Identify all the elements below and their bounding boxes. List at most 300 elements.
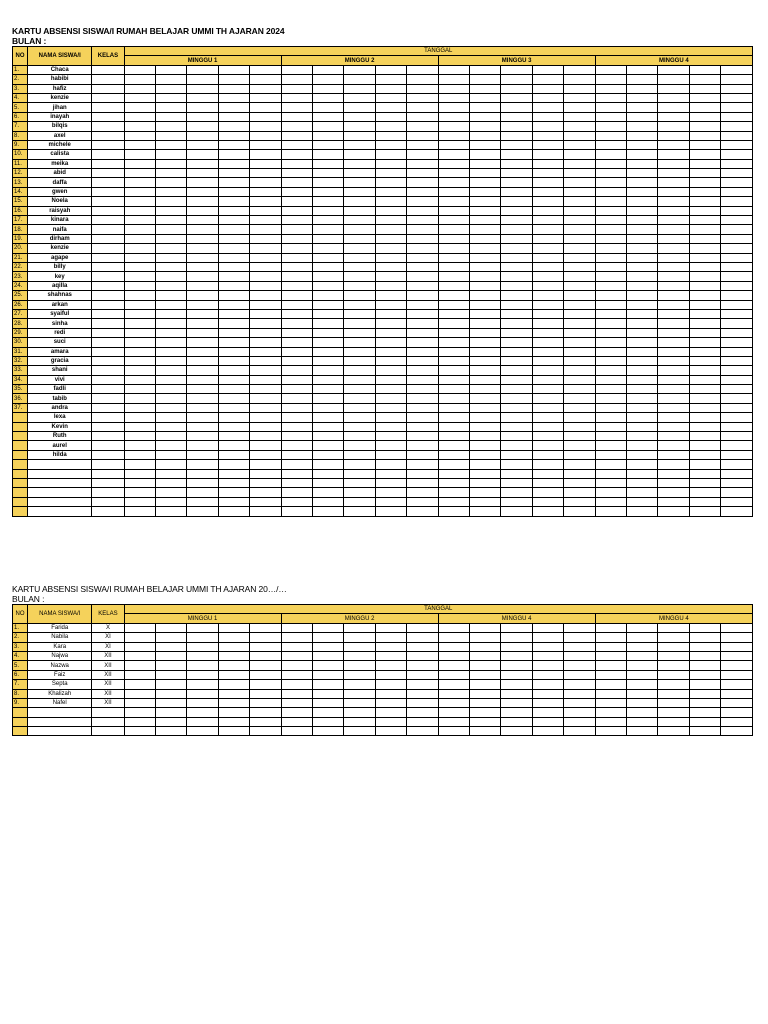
attendance-cell [658,385,689,394]
attendance-cell [595,84,626,93]
student-class [92,131,124,140]
attendance-cell [627,385,658,394]
attendance-cell [532,441,563,450]
attendance-cell [470,272,501,281]
attendance-cell [501,150,532,159]
attendance-cell [281,309,312,318]
attendance-cell [407,460,438,469]
attendance-cell [689,253,720,262]
student-class: XII [92,661,124,670]
attendance-cell [627,84,658,93]
attendance-cell [595,356,626,365]
attendance-cell [658,262,689,271]
attendance-cell [721,642,753,651]
attendance-cell [187,122,218,131]
attendance-cell [532,661,563,670]
attendance-cell [218,197,249,206]
attendance-cell [595,633,626,642]
row-number: 1. [13,623,28,632]
attendance-cell [532,103,563,112]
attendance-cell [470,281,501,290]
attendance-cell [658,507,689,516]
attendance-cell [218,206,249,215]
month-label: BULAN : [12,36,47,46]
attendance-cell [281,103,312,112]
attendance-cell [312,347,343,356]
attendance-cell [250,103,281,112]
attendance-cell [627,651,658,660]
attendance-cell [344,93,375,102]
attendance-cell [281,469,312,478]
attendance-cell [595,385,626,394]
attendance-cell [218,93,249,102]
attendance-cell [627,441,658,450]
attendance-cell [532,623,563,632]
attendance-cell [218,661,249,670]
attendance-cell [250,281,281,290]
attendance-cell [564,413,595,422]
attendance-cell [250,708,281,717]
attendance-cell [627,717,658,726]
attendance-cell [627,450,658,459]
attendance-cell [627,727,658,736]
attendance-cell [470,422,501,431]
student-class [92,727,124,736]
attendance-cell [470,717,501,726]
attendance-cell [532,338,563,347]
attendance-cell [470,488,501,497]
attendance-cell [689,75,720,84]
attendance-cell [124,216,155,225]
attendance-cell [627,413,658,422]
attendance-cell [187,507,218,516]
attendance-cell [312,234,343,243]
table-row [13,497,753,506]
attendance-cell [407,403,438,412]
attendance-cell [375,651,406,660]
attendance-cell [658,642,689,651]
attendance-cell [658,187,689,196]
attendance-cell [532,112,563,121]
attendance-cell [218,469,249,478]
attendance-cell [721,122,753,131]
attendance-cell [250,150,281,159]
attendance-cell [344,460,375,469]
attendance-cell [218,216,249,225]
attendance-cell [595,680,626,689]
table-row [13,234,753,243]
attendance-cell [501,347,532,356]
attendance-cell [689,197,720,206]
attendance-cell [532,272,563,281]
attendance-cell [155,234,186,243]
attendance-cell [124,300,155,309]
attendance-cell [407,253,438,262]
table-row [13,169,753,178]
attendance-cell [187,375,218,384]
attendance-cell [658,159,689,168]
attendance-cell [375,122,406,131]
row-number: 33. [13,366,28,375]
attendance-cell [501,244,532,253]
attendance-cell [155,366,186,375]
attendance-cell [532,460,563,469]
table-row [13,272,753,281]
attendance-cell [658,225,689,234]
attendance-cell [438,75,469,84]
attendance-cell [721,717,753,726]
attendance-cell [375,727,406,736]
student-class [92,319,124,328]
attendance-cell [312,103,343,112]
attendance-cell [470,623,501,632]
student-name: Septa [28,680,92,689]
attendance-cell [595,375,626,384]
attendance-cell [470,319,501,328]
row-number: 24. [13,281,28,290]
attendance-cell [250,385,281,394]
attendance-cell [470,159,501,168]
attendance-cell [470,197,501,206]
attendance-cell [155,717,186,726]
attendance-cell [155,216,186,225]
attendance-cell [281,717,312,726]
attendance-cell [124,309,155,318]
attendance-cell [250,394,281,403]
attendance-cell [218,460,249,469]
attendance-cell [532,197,563,206]
attendance-cell [501,65,532,74]
attendance-cell [438,469,469,478]
attendance-cell [721,150,753,159]
attendance-cell [470,122,501,131]
student-class [92,478,124,487]
table-row [13,356,753,365]
attendance-cell [438,338,469,347]
attendance-cell [344,234,375,243]
attendance-cell [344,727,375,736]
attendance-cell [689,441,720,450]
attendance-cell [344,291,375,300]
attendance-cell [155,187,186,196]
attendance-cell [187,338,218,347]
attendance-cell [407,159,438,168]
attendance-cell [721,708,753,717]
attendance-cell [501,319,532,328]
table-row [13,122,753,131]
attendance-cell [124,159,155,168]
attendance-cell [564,328,595,337]
attendance-cell [375,689,406,698]
student-name [28,497,92,506]
attendance-cell [532,187,563,196]
attendance-cell [532,727,563,736]
attendance-cell [375,366,406,375]
student-class [92,272,124,281]
attendance-cell [595,291,626,300]
attendance-cell [438,460,469,469]
attendance-cell [721,93,753,102]
attendance-cell [532,385,563,394]
attendance-cell [375,225,406,234]
attendance-cell [124,225,155,234]
attendance-cell [281,727,312,736]
attendance-cell [250,469,281,478]
attendance-cell [721,680,753,689]
attendance-cell [470,642,501,651]
attendance-cell [532,488,563,497]
attendance-cell [124,366,155,375]
student-class [92,197,124,206]
attendance-cell [595,309,626,318]
table-row [13,422,753,431]
attendance-cell [375,75,406,84]
attendance-cell [532,497,563,506]
attendance-cell [407,291,438,300]
attendance-cell [501,262,532,271]
attendance-cell [658,422,689,431]
attendance-cell [658,670,689,679]
student-class [92,356,124,365]
attendance-cell [595,262,626,271]
attendance-cell [124,633,155,642]
student-name: Noela [28,197,92,206]
table-row [13,187,753,196]
student-class [92,309,124,318]
attendance-cell [281,272,312,281]
attendance-cell [375,422,406,431]
row-number [13,432,28,441]
attendance-cell [155,385,186,394]
attendance-cell [658,469,689,478]
attendance-cell [218,727,249,736]
attendance-cell [344,65,375,74]
attendance-cell [155,206,186,215]
attendance-cell [250,633,281,642]
attendance-cell [532,262,563,271]
attendance-cell [155,75,186,84]
attendance-cell [281,642,312,651]
attendance-cell [187,309,218,318]
attendance-cell [470,450,501,459]
attendance-cell [532,206,563,215]
attendance-cell [407,708,438,717]
student-name: lexa [28,413,92,422]
attendance-cell [344,347,375,356]
attendance-cell [281,328,312,337]
student-class [92,403,124,412]
attendance-cell [124,178,155,187]
attendance-cell [218,244,249,253]
attendance-cell [438,623,469,632]
row-number: 27. [13,309,28,318]
attendance-cell [124,450,155,459]
attendance-cell [689,717,720,726]
row-number: 28. [13,319,28,328]
attendance-cell [689,347,720,356]
attendance-cell [124,469,155,478]
attendance-cell [344,281,375,290]
attendance-cell [689,281,720,290]
attendance-cell [312,75,343,84]
attendance-cell [312,291,343,300]
attendance-cell [218,281,249,290]
attendance-cell [595,413,626,422]
attendance-cell [281,661,312,670]
attendance-cell [438,309,469,318]
attendance-cell [721,187,753,196]
attendance-cell [155,112,186,121]
attendance-cell [281,206,312,215]
attendance-cell [627,633,658,642]
table-row [13,366,753,375]
attendance-cell [218,450,249,459]
attendance-cell [721,347,753,356]
attendance-cell [281,159,312,168]
student-name: syaiful [28,309,92,318]
attendance-cell [250,253,281,262]
attendance-cell [564,291,595,300]
attendance-cell [344,680,375,689]
row-number: 10. [13,150,28,159]
attendance-cell [501,623,532,632]
attendance-cell [627,497,658,506]
attendance-cell [344,394,375,403]
attendance-cell [627,150,658,159]
attendance-cell [564,150,595,159]
attendance-cell [281,197,312,206]
attendance-cell [124,347,155,356]
attendance-cell [627,478,658,487]
table-row [13,670,753,679]
attendance-cell [187,488,218,497]
attendance-cell [689,422,720,431]
attendance-cell [187,272,218,281]
attendance-cell [689,140,720,149]
attendance-cell [438,84,469,93]
attendance-cell [375,281,406,290]
row-number: 37. [13,403,28,412]
student-name: agape [28,253,92,262]
attendance-cell [564,623,595,632]
attendance-cell [438,131,469,140]
student-class [92,422,124,431]
attendance-cell [501,717,532,726]
attendance-cell [124,727,155,736]
attendance-cell [375,708,406,717]
attendance-cell [281,623,312,632]
attendance-cell [532,75,563,84]
attendance-cell [281,689,312,698]
attendance-cell [375,338,406,347]
attendance-cell [595,150,626,159]
attendance-cell [124,670,155,679]
attendance-cell [627,642,658,651]
attendance-cell [407,140,438,149]
attendance-cell [532,366,563,375]
row-number: 14. [13,187,28,196]
attendance-cell [124,150,155,159]
attendance-cell [124,328,155,337]
table-row [13,262,753,271]
table-row [13,375,753,384]
attendance-cell [438,206,469,215]
attendance-cell [595,225,626,234]
attendance-cell [595,131,626,140]
attendance-cell [407,450,438,459]
student-class [92,375,124,384]
attendance-cell [187,216,218,225]
attendance-cell [470,206,501,215]
attendance-cell [155,103,186,112]
attendance-cell [438,670,469,679]
attendance-cell [627,206,658,215]
attendance-cell [375,65,406,74]
attendance-cell [375,450,406,459]
attendance-cell [312,206,343,215]
attendance-cell [375,328,406,337]
attendance-cell [187,469,218,478]
attendance-cell [187,623,218,632]
student-name: gwen [28,187,92,196]
attendance-cell [344,112,375,121]
attendance-cell [470,103,501,112]
attendance-cell [532,633,563,642]
attendance-cell [250,478,281,487]
attendance-cell [250,366,281,375]
attendance-cell [281,670,312,679]
attendance-cell [470,140,501,149]
attendance-cell [375,460,406,469]
attendance-cell [187,178,218,187]
attendance-cell [721,633,753,642]
attendance-cell [501,366,532,375]
attendance-cell [564,244,595,253]
attendance-cell [595,422,626,431]
attendance-cell [470,84,501,93]
attendance-cell [344,338,375,347]
student-name: calista [28,150,92,159]
student-name [28,727,92,736]
attendance-cell [187,633,218,642]
attendance-cell [658,497,689,506]
attendance-cell [627,178,658,187]
attendance-cell [501,112,532,121]
attendance-cell [375,394,406,403]
attendance-cell [407,338,438,347]
attendance-cell [689,403,720,412]
attendance-cell [438,432,469,441]
attendance-cell [627,507,658,516]
attendance-cell [470,112,501,121]
attendance-cell [438,150,469,159]
attendance-cell [407,234,438,243]
attendance-cell [438,178,469,187]
attendance-cell [218,708,249,717]
attendance-cell [501,385,532,394]
attendance-cell [532,140,563,149]
row-number: 13. [13,178,28,187]
attendance-cell [218,507,249,516]
attendance-cell [344,75,375,84]
attendance-cell [312,356,343,365]
attendance-cell [155,65,186,74]
student-name: Khalizah [28,689,92,698]
attendance-cell [470,661,501,670]
week-2-header: MINGGU 2 [281,56,438,65]
attendance-cell [407,65,438,74]
table-row [13,159,753,168]
